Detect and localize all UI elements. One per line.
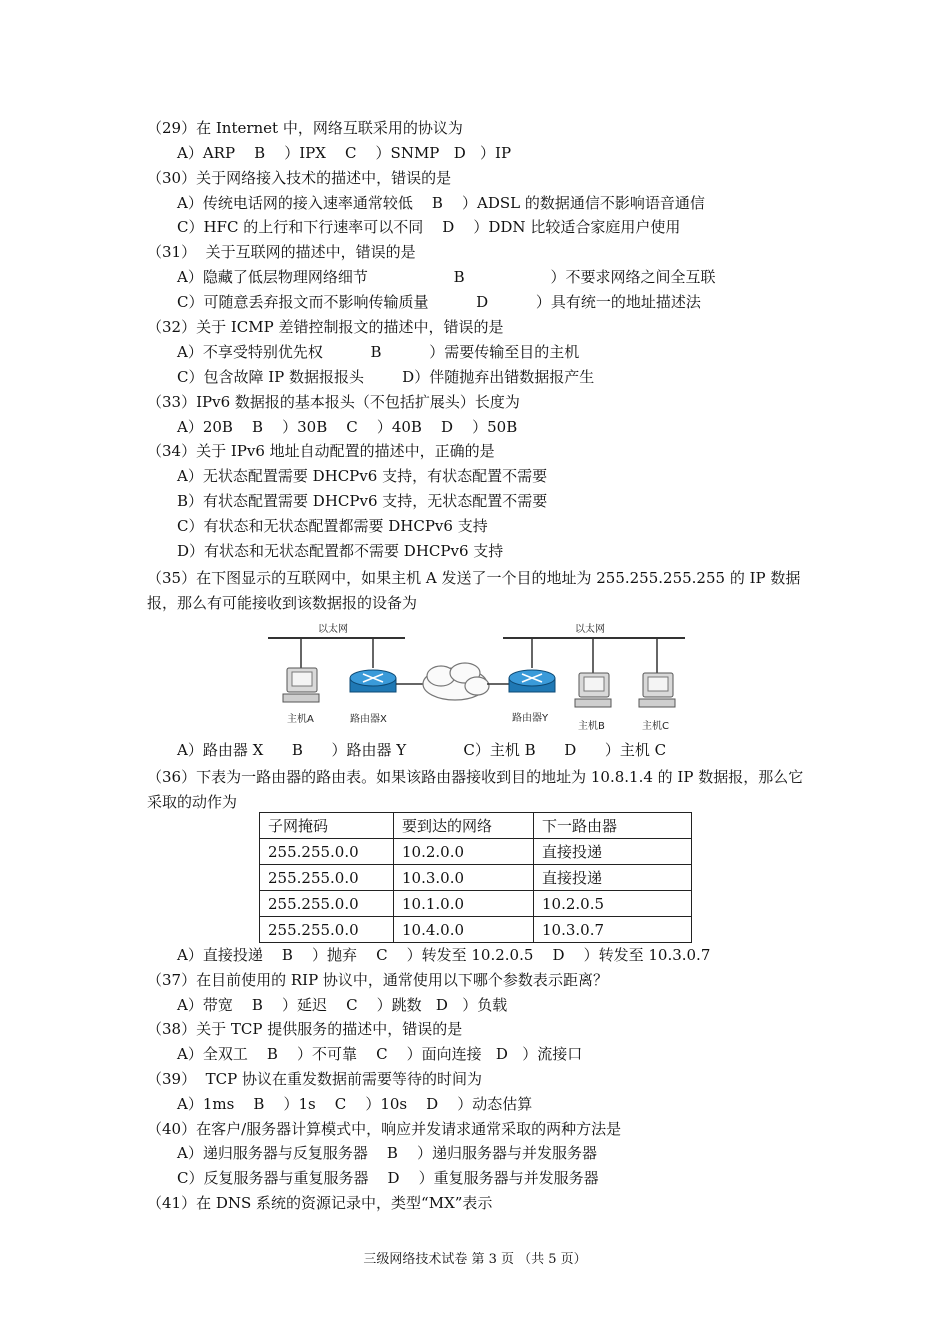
question-30: （30）关于网络接入技术的描述中，错误的是 xyxy=(147,169,452,187)
question-32: （32）关于 ICMP 差错控制报文的描述中，错误的是 xyxy=(147,318,504,336)
table-header-row xyxy=(260,813,692,839)
question-39: （39） TCP 协议在重发数据前需要等待的时间为 xyxy=(147,1070,482,1088)
header-destination-network: 要到达的网络 xyxy=(394,813,534,839)
table-cell: 10.2.0.0 xyxy=(394,839,534,865)
host-b-label: 主机B xyxy=(578,721,605,732)
host-c-label: 主机C xyxy=(642,721,669,732)
table-cell: 255.255.0.0 xyxy=(260,891,394,917)
table-row xyxy=(260,917,692,943)
table-cell: 10.4.0.0 xyxy=(394,917,534,943)
network-diagram xyxy=(265,618,695,738)
question-33: （33）IPv6 数据报的基本报头（不包括扩展头）长度为 xyxy=(147,393,520,411)
table-cell: 10.2.0.5 xyxy=(534,891,692,917)
options-30-cd: C）HFC 的上行和下行速率可以不同 D ）DDN 比较适合家庭用户使用 xyxy=(177,218,681,236)
option-34-c: C）有状态和无状态配置都需要 DHCPv6 支持 xyxy=(177,517,488,535)
question-36: （36）下表为一路由器的路由表。如果该路由器接收到目的地址为 10.8.1.4 的 IP 数据报，那么它采取的动作为 xyxy=(147,768,804,811)
ethernet-label-right: 以太网 xyxy=(575,624,605,635)
question-31: （31） 关于互联网的描述中，错误的是 xyxy=(147,243,416,261)
table-cell: 255.255.0.0 xyxy=(260,839,394,865)
router-y-label: 路由器Y xyxy=(512,713,549,724)
question-29: （29）在 Internet 中，网络互联采用的协议为 xyxy=(147,119,463,137)
host-b-icon xyxy=(575,673,611,707)
table-row xyxy=(260,865,692,891)
routing-table xyxy=(259,812,692,943)
page-footer: 三级网络技术试卷 第 3 页 （共 5 页） xyxy=(363,1252,587,1267)
cloud-icon xyxy=(423,663,489,700)
options-33: A）20B B ）30B C ）40B D ）50B xyxy=(177,418,518,436)
question-35: （35）在下图显示的互联网中，如果主机 A 发送了一个目的地址为 255.255.255.255 的 IP 数据报，那么有可能接收到该数据报的设备为 xyxy=(147,569,801,612)
table-cell: 直接投递 xyxy=(534,839,692,865)
router-x-icon xyxy=(350,670,396,692)
host-a-icon xyxy=(283,668,319,702)
option-34-d: D）有状态和无状态配置都不需要 DHCPv6 支持 xyxy=(177,542,504,560)
options-31-ab: A）隐藏了低层物理网络细节 B ）不要求网络之间全互联 xyxy=(177,268,716,286)
header-next-router: 下一路由器 xyxy=(534,813,692,839)
question-34: （34）关于 IPv6 地址自动配置的描述中，正确的是 xyxy=(147,442,495,460)
ethernet-label-left: 以太网 xyxy=(318,624,348,635)
question-38: （38）关于 TCP 提供服务的描述中，错误的是 xyxy=(147,1020,463,1038)
options-31-cd: C）可随意丢弃报文而不影响传输质量 D ）具有统一的地址描述法 xyxy=(177,293,701,311)
header-subnet-mask: 子网掩码 xyxy=(260,813,394,839)
host-c-icon xyxy=(639,673,675,707)
host-a-label: 主机A xyxy=(287,714,314,725)
option-34-b: B）有状态配置需要 DHCPv6 支持，无状态配置不需要 xyxy=(177,492,548,510)
question-41: （41）在 DNS 系统的资源记录中，类型“MX”表示 xyxy=(147,1194,493,1212)
table-cell: 10.1.0.0 xyxy=(394,891,534,917)
options-37: A）带宽 B ）延迟 C ）跳数 D ）负载 xyxy=(177,996,508,1014)
options-29: A）ARP B ）IPX C ）SNMP D ）IP xyxy=(177,144,512,162)
options-30-ab: A）传统电话网的接入速率通常较低 B ）ADSL 的数据通信不影响语音通信 xyxy=(177,194,705,212)
option-34-a: A）无状态配置需要 DHCPv6 支持，有状态配置不需要 xyxy=(177,467,548,485)
options-39: A）1ms B ）1s C ）10s D ）动态估算 xyxy=(177,1095,533,1113)
table-cell: 255.255.0.0 xyxy=(260,917,394,943)
table-row xyxy=(260,891,692,917)
table-cell: 10.3.0.7 xyxy=(534,917,692,943)
table-cell: 直接投递 xyxy=(534,865,692,891)
options-32-ab: A）不享受特别优先权 B ）需要传输至目的主机 xyxy=(177,343,580,361)
router-y-icon xyxy=(509,670,555,692)
router-x-label: 路由器X xyxy=(350,714,387,725)
question-37: （37）在目前使用的 RIP 协议中，通常使用以下哪个参数表示距离？ xyxy=(147,971,608,989)
table-row xyxy=(260,839,692,865)
options-40-cd: C）反复服务器与重复服务器 D ）重复服务器与并发服务器 xyxy=(177,1169,599,1187)
options-40-ab: A）递归服务器与反复服务器 B ）递归服务器与并发服务器 xyxy=(177,1144,598,1162)
options-36: A）直接投递 B ）抛弃 C ）转发至 10.2.0.5 D ）转发至 10.3.0.7 xyxy=(177,946,711,964)
options-38: A）全双工 B ）不可靠 C ）面向连接 D ）流接口 xyxy=(177,1045,583,1063)
table-cell: 255.255.0.0 xyxy=(260,865,394,891)
options-35: A）路由器 X B ）路由器 Y C）主机 B D ）主机 C xyxy=(177,741,667,759)
question-40: （40）在客户/服务器计算模式中，响应并发请求通常采取的两种方法是 xyxy=(147,1120,622,1138)
options-32-cd: C）包含故障 IP 数据报报头 D）伴随抛弃出错数据报产生 xyxy=(177,368,595,386)
table-cell: 10.3.0.0 xyxy=(394,865,534,891)
